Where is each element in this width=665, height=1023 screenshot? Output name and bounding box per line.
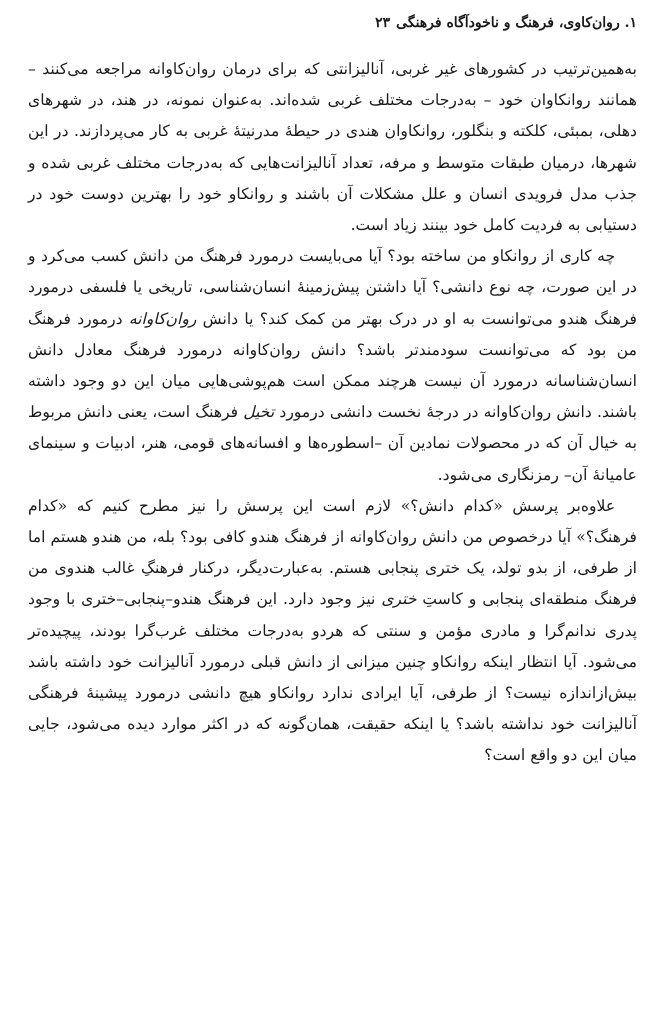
emphasis-imagination: تخیل [243,403,275,422]
chapter-title: ۱. روان‌کاوی، فرهنگ و ناخودآگاه فرهنگی [396,15,637,31]
running-header [28,0,637,46]
paragraph-3-part-1: علاوه‌بر پرسش «کدام دانش؟» لازم است این پرسش را نیز مطرح کنیم که «کدام فرهنگ؟» آیا درخصوص من دانش روان‌کاوانه از فرهنگ هندو کافی بود؟ بله، من هندو هستم اما از طرفی، از بدو تولد، یک ختری پنجابی هستم. به‌عبارت‌دیگر، درکنار فرهنگِ غالب هندوی من فرهنگ منطقه‌ای پنجابی و کاستِ [28,496,637,609]
emphasis-psychoanalytic: روان‌کاوانه [128,309,197,328]
paragraph-3-part-2: نیز وجود دارد. این فرهنگ هندو–پنجابی–ختری با وجود پدری ندانم‌گرا و مادری مؤمن و سنتی که هردو به‌درجات مختلف غرب‌گرا بودند، پیچیده‌تر می‌شود. آیا انتظار اینکه روانکاو چنین میزانی از دانش قبلی درمورد آنالیزانت خود داشته باشد بیش‌ازاندازه نیست؟ از طرفی، آیا ایرادی ندارد روانکاو هیچ دانشی درمورد پیشینهٔ فرهنگی آنالیزانت خود نداشته باشد؟ یا اینکه حقیقت، همان‌گونه که در اکثر موارد دیده می‌شود، جایی میان این دو واقع است؟ [28,590,637,765]
paragraph-2-part-3: فرهنگ است، یعنی دانش مربوط به خیال آن که در محصولات نمادین آن –اسطوره‌ها و افسانه‌های قومی، هنر، ادبیات و سینمای عامیانهٔ آن– رمزنگاری می‌شود. [28,403,637,484]
emphasis-khatri: ختری [381,590,417,609]
paragraph-2 [28,241,637,491]
paragraph-2-part-2: درمورد فرهنگ من بود که می‌توانست سودمندتر باشد؟ دانش روان‌کاوانه درمورد فرهنگ معادل دانش انسان‌شناسانه درمورد آن نیست هرچند ممکن است هم‌پوشی‌هایی میان این دو وجود داشته باشند. دانش روان‌کاوانه در درجهٔ نخست دانشی درمورد [28,309,637,422]
paragraph-3 [28,491,637,772]
book-page [28,0,637,1023]
body-text [28,54,637,772]
paragraph-2-part-1: چه کاری از روانکاو من ساخته بود؟ آیا می‌بایست درمورد فرهنگ من دانش کسب می‌کرد و در این صورت، چه نوع دانشی؟ آیا داشتن پیش‌زمینهٔ انسان‌شناسی، تاریخی یا فلسفی درمورد فرهنگ هندو می‌توانست به او در درک بهتر من کمک کند؟ یا دانش [28,247,637,328]
paragraph-1: به‌همین‌ترتیب در کشورهای غیر غربی، آنالیزانتی که برای درمان روان‌کاوانه مراجعه می‌کنند – همانند روانکاوان خود – به‌درجات مختلف غربی شده‌اند. به‌عنوان نمونه، در هند، در شهرهای دهلی، بمبئی، کلکته و بنگلور، روانکاوان هندی در حیطهٔ مدرنیتهٔ غربی به کار می‌پردازند. در این شهرها، درمیان طبقات متوسط و مرفه، تعداد آنالیزانت‌هایی که به‌درجات مختلف غربی شده و جذب مدل فرویدی انسان و علل مشکلات آن باشند و روانکاو خود را بهترین دوست خود در دستیابی به فردیت کامل خود بینند زیاد است. [28,60,637,235]
page-number: ۲۳ [375,15,391,31]
